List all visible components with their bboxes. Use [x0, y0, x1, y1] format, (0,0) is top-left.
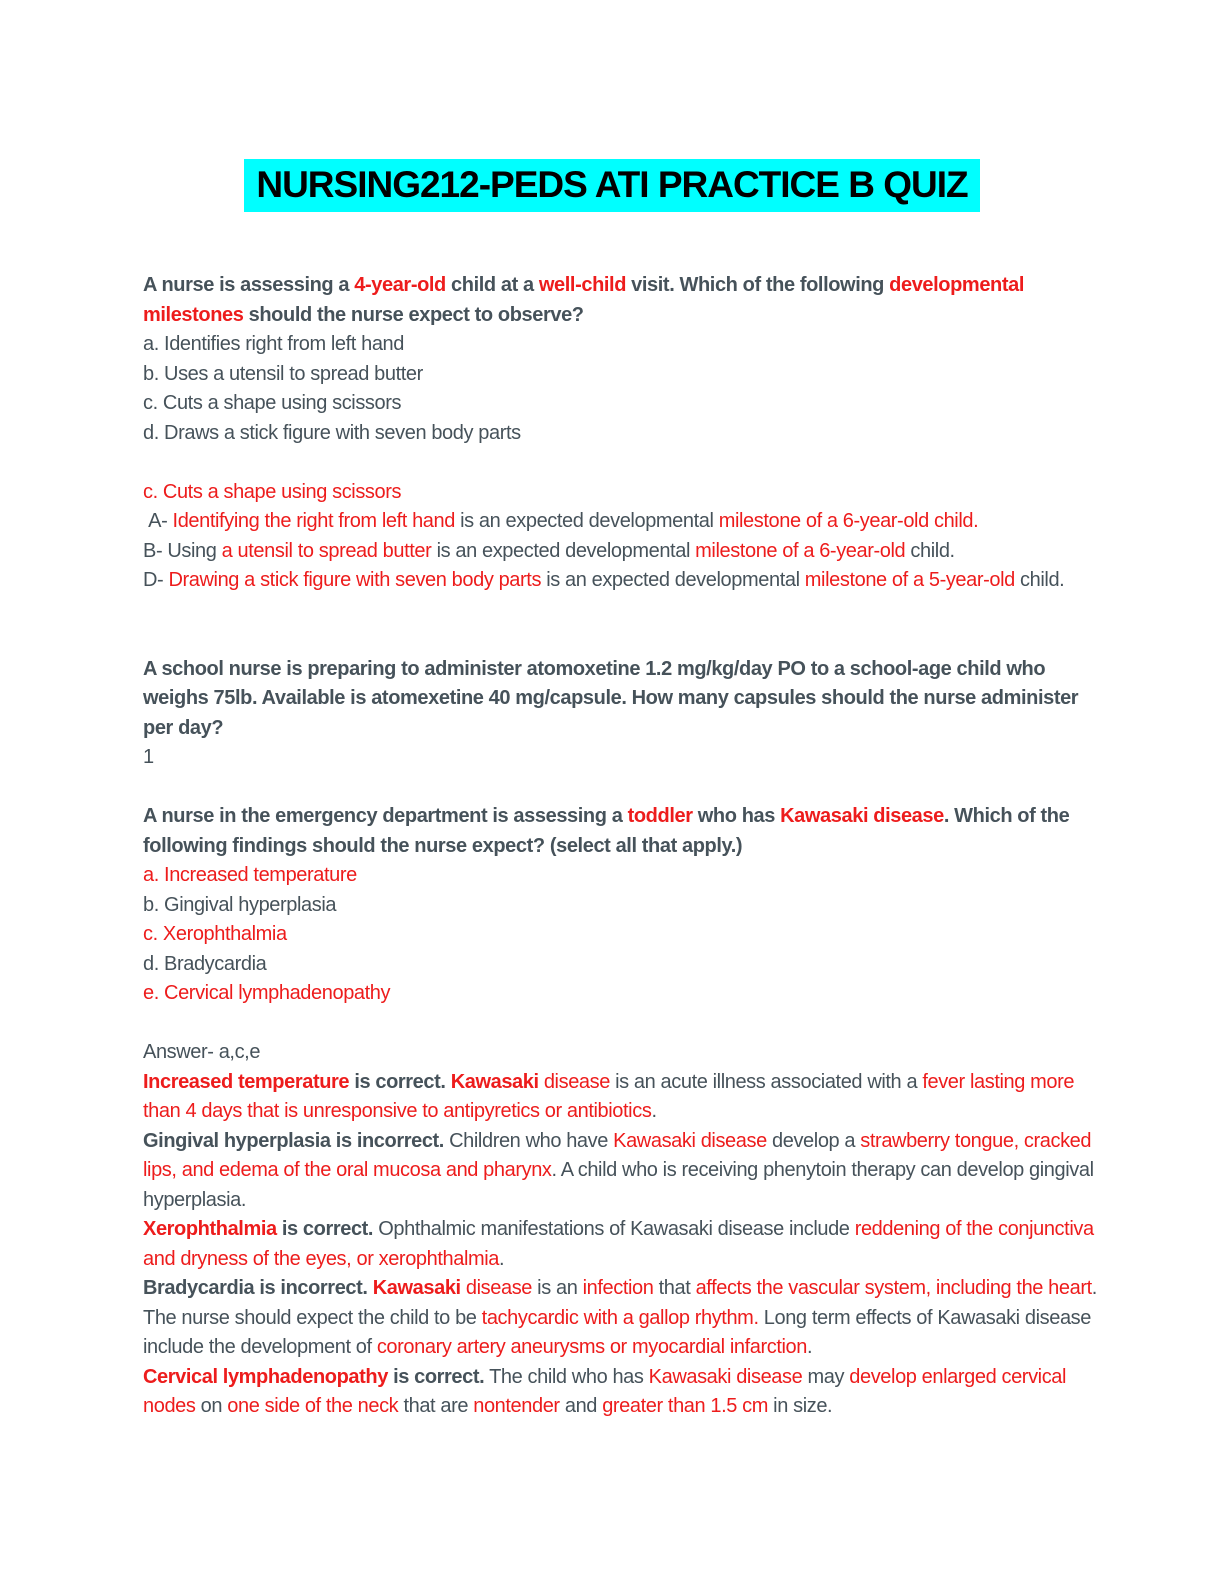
text-run: child.: [905, 539, 955, 562]
text-run: disease: [460, 1277, 533, 1299]
text-run: is an acute illness associated with a: [609, 1070, 923, 1093]
text-run: that are: [398, 1395, 474, 1417]
text-run: . A child who is receiving phenytoin therapy can develop gingival hyperplasia.: [143, 1159, 1099, 1211]
text-run: Bradycardia is incorrect.: [143, 1277, 368, 1299]
text-run: who has: [692, 805, 781, 827]
text-run: e. Cervical lymphadenopathy: [143, 982, 391, 1004]
text-run: may: [802, 1365, 850, 1388]
text-run: disease: [538, 1070, 610, 1093]
text-run: nontender: [473, 1395, 560, 1417]
text-run: d. Draws a stick figure with seven body parts: [143, 421, 521, 444]
text-run: should the nurse expect to observe?: [243, 303, 584, 326]
text-run: Kawasaki disease: [780, 805, 944, 827]
text-run: a. Increased temperature: [143, 864, 357, 886]
text-run: .: [806, 1336, 813, 1358]
text-run: b. Gingival hyperplasia: [143, 893, 337, 916]
text-run: .: [499, 1247, 505, 1270]
q3-rationale-e: [143, 1363, 1108, 1422]
text-run: a utensil to spread butter: [221, 539, 432, 562]
text-run: toddler: [627, 805, 693, 827]
q1-option-d: [143, 419, 1108, 449]
blank-line: [143, 448, 1108, 478]
text-run: c. Cuts a shape using scissors: [143, 392, 402, 414]
text-run: one side of the neck: [227, 1395, 399, 1417]
text-run: milestone of a 6-year-old: [695, 539, 906, 562]
text-run: Identifying the right from left hand: [172, 510, 455, 532]
q1-option-b: [143, 360, 1108, 390]
q3-option-e: [143, 979, 1108, 1009]
blank-line: [143, 625, 1108, 655]
text-run: c. Cuts a shape using scissors: [143, 480, 402, 503]
text-run: B- Using: [143, 539, 222, 562]
text-run: Cervical lymphadenopathy: [143, 1365, 388, 1388]
q1-option-a: [143, 330, 1108, 360]
text-run: Kawasaki disease: [648, 1365, 803, 1388]
q3-option-d: [143, 950, 1108, 980]
text-run: Kawasaki disease: [613, 1129, 767, 1152]
text-run: coronary artery aneurysms or myocardial infarction: [376, 1336, 807, 1358]
text-run: is an expected developmental: [431, 539, 696, 562]
text-run: reddening of the conjunctiva and dryness of the eyes, or xerophthalmia: [143, 1218, 1099, 1270]
text-run: The child who has: [484, 1365, 649, 1388]
text-run: is correct.: [276, 1218, 374, 1240]
text-run: child at a: [445, 274, 539, 296]
text-run: tachycardic with a gallop rhythm.: [481, 1306, 759, 1329]
text-run: 4-year-old: [354, 274, 446, 296]
text-run: .: [651, 1100, 657, 1122]
text-run: is correct.: [387, 1365, 485, 1388]
q3-option-c: [143, 920, 1108, 950]
text-run: fever lasting more than 4 days that is unresponsive to antipyretics or antibiotics: [143, 1070, 1080, 1122]
text-run: . Which of the following findings should the nurse expect? (select all that apply.): [143, 805, 1075, 857]
text-run: developmental milestones: [143, 274, 1030, 326]
text-run: d. Bradycardia: [143, 952, 267, 975]
text-run: A school nurse is preparing to administer atomoxetine 1.2 mg/kg/day PO to a school-age child who weighs 75lb. Available is atomexetine 40 mg/capsule. How many capsules should the nurse administer per day?: [143, 657, 1084, 739]
text-run: in size.: [768, 1395, 833, 1417]
text-run: Children who have: [443, 1129, 614, 1152]
text-run: infection: [582, 1277, 654, 1299]
q3-rationale-d: [143, 1274, 1108, 1363]
text-run: Kawasaki: [450, 1070, 539, 1093]
blank-line: [143, 1009, 1108, 1039]
document-body: [143, 271, 1108, 1422]
text-run: visit. Which of the following: [626, 274, 890, 296]
q1-rationale-a: [143, 507, 1108, 537]
text-run: Ophthalmic manifestations of Kawasaki disease include: [373, 1218, 855, 1240]
document-title-row: [0, 159, 1224, 212]
blank-line: [143, 596, 1108, 626]
text-run: milestone of a 5-year-old: [804, 569, 1015, 591]
q1-answer: [143, 478, 1108, 508]
text-run: and: [559, 1395, 603, 1417]
document-title: NURSING212-PEDS ATI PRACTICE B QUIZ: [244, 159, 979, 212]
q2-answer: [143, 743, 1108, 773]
text-run: 1: [143, 746, 154, 768]
blank-line: [143, 773, 1108, 803]
text-run: Kawasaki: [372, 1277, 461, 1299]
text-run: milestone of a 6-year-old child.: [718, 510, 979, 532]
q1-rationale-b: [143, 537, 1108, 567]
text-run: Drawing a stick figure with seven body parts: [168, 569, 542, 591]
text-run: child.: [1014, 569, 1065, 591]
text-run: Xerophthalmia: [143, 1218, 277, 1240]
text-run: develop enlarged cervical nodes: [143, 1365, 1072, 1417]
q3-option-b: [143, 891, 1108, 921]
text-run: a. Identifies right from left hand: [143, 333, 404, 355]
question-1: [143, 271, 1108, 330]
text-run: Long term effects of Kawasaki disease include the development of: [143, 1306, 1097, 1358]
text-run: A-: [143, 510, 173, 532]
text-run: that: [653, 1277, 696, 1299]
text-run: affects the vascular system, including the heart: [695, 1277, 1092, 1299]
text-run: Answer- a,c,e: [143, 1041, 261, 1063]
q3-rationale-c: [143, 1215, 1108, 1274]
text-run: Gingival hyperplasia is incorrect.: [143, 1129, 444, 1152]
text-run: greater than 1.5 cm: [602, 1395, 769, 1417]
text-run: D-: [143, 569, 169, 591]
text-run: b. Uses a utensil to spread butter: [143, 362, 423, 385]
q1-rationale-d: [143, 566, 1108, 596]
q3-option-a: [143, 861, 1108, 891]
text-run: is an: [532, 1277, 583, 1299]
text-run: A nurse in the emergency department is assessing a: [143, 805, 628, 827]
question-3: [143, 802, 1108, 861]
text-run: well-child: [538, 274, 627, 296]
text-run: develop a: [766, 1129, 861, 1152]
text-run: c. Xerophthalmia: [143, 923, 287, 945]
q3-rationale-b: [143, 1127, 1108, 1216]
q1-option-c: [143, 389, 1108, 419]
text-run: strawberry tongue, cracked lips, and edema of the oral mucosa and pharynx: [143, 1129, 1097, 1181]
text-run: A nurse is assessing a: [143, 274, 355, 296]
text-run: . The nurse should expect the child to be: [143, 1277, 1102, 1329]
text-run: is an expected developmental: [541, 569, 805, 591]
text-run: Increased temperature: [143, 1070, 350, 1093]
text-run: is an expected developmental: [454, 510, 719, 532]
question-2: [143, 655, 1108, 744]
text-run: is correct.: [349, 1070, 451, 1093]
q3-answer: [143, 1038, 1108, 1068]
q3-rationale-a: [143, 1068, 1108, 1127]
text-run: on: [195, 1395, 228, 1417]
